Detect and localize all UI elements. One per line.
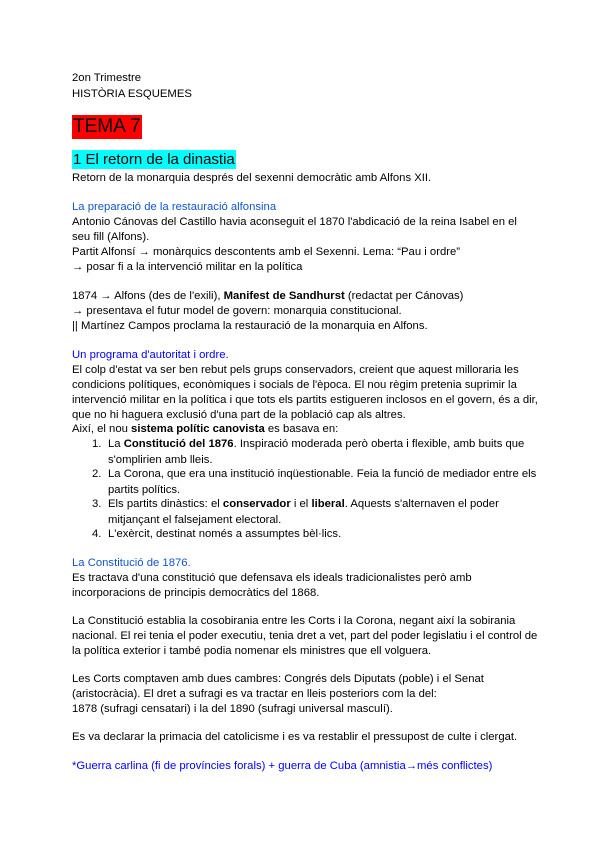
header-subject: HISTÒRIA ESQUEMES [72,88,192,100]
constitucio-p2-line2: nacional. El rei tenia el poder executiu, tenia dret a vet, part del poder legislatiu i el control de [72,630,538,642]
sistema-canovista: sistema polític canovista [131,423,265,435]
constitucio-p3-line1: Les Corts comptaven amb dues cambres: Congrés dels Diputats (poble) i el Senat [72,673,484,685]
list-text-bold: Constitució del 1876 [123,438,234,450]
prep-p2: Partit Alfonsí → monàrquics descontents amb el Sexenni. Lema: “Pau i ordre” [72,246,461,258]
guerra-note: *Guerra carlina (fi de províncies forals) + guerra de Cuba (amnistia→més conflictes) [72,760,493,772]
list-number: 1. [92,438,102,450]
programa-line2: condicions polítiques, econòmiques i socials de l'època. El nou règim pretenia suprimir la [72,379,517,391]
list-text: La Corona, que era una institució inqüestionable. Feia la funció de mediador entre els partits polítics. [108,468,537,496]
list-number: 3. [92,498,102,510]
prep-p5: → presentava el futur model de govern: monarquia constitucional. [72,305,402,317]
list-text [108,496,553,528]
list-text-e: . Aquests s'alternaven el poder mitjançant el falsejament electoral. [108,498,499,526]
partit-conservador: conservador [222,498,291,510]
prep-p3: → posar fi a la intervenció militar en la política [72,261,303,273]
constitucio-p4: Es va declarar la primacia del catolicisme i es va restablir el pressupost de culte i clergat. [72,731,518,743]
constitucio-p3-line2: (aristocràcia). El dret a sufragi es va tractar en lleis posteriors com la del: [72,688,437,700]
list-number: 2. [92,468,102,480]
constitucio-p2-line1: La Constitució establia la cosobirania entre les Corts i la Corona, negant així la sobirania [72,615,516,627]
tema-heading: TEMA 7 [73,116,141,137]
manifest-sandhurst: Manifest de Sandhurst [223,290,345,302]
prep-p4 [72,288,463,304]
list-text-a: La [108,438,124,450]
programa-line1: El colp d'estat va ser ben rebut pels grups conservadors, creient que aquest milloraria les [72,364,519,376]
programa-line5-text: Així, el nou [72,423,132,435]
list-text-a: Els partits dinàstics: el [108,498,223,510]
prep-p6: || Martínez Campos proclama la restauració de la monarquia en Alfons. [72,320,428,332]
programa-line5 [72,421,338,437]
constitucio-p2-line3: la política exterior i també podia nomenar els ministres que ell volguera. [72,645,432,657]
prep-heading: La preparació de la restauració alfonsina [72,201,277,213]
programa-line4: que no hi haguera exclusió d'una part de la població cap als altres. [72,409,406,421]
programa-line3: intervenció militar en la política i que tots els partits estigueren inclosos en el govern, és a dir, [72,394,538,406]
constitucio-p1-line2: incorporacions de principis democràtics del 1868. [72,587,320,599]
programa-line5-tail: es basava en: [264,423,339,435]
prep-p4-text: 1874 → Alfons (des de l'exili), [72,290,224,302]
list-text-c: i el [290,498,312,510]
list-text: L'exèrcit, destinat només a assumptes bèl·lics. [108,528,342,540]
list-text-c: . Inspiració moderada però oberta i flexible, amb buits que s'omplirien amb lleis. [108,438,525,466]
constitucio-p3-line3: 1878 (sufragi censatari) i la del 1890 (sufragi universal masculí). [72,703,393,715]
list-text [108,436,553,468]
partit-liberal: liberal [311,498,345,510]
header-term: 2on Trimestre [72,72,142,84]
prep-p4-tail: (redactat per Cánovas) [344,290,464,302]
section-title: 1 El retorn de la dinastia [73,151,235,168]
constitucio-p1-line1: Es tractava d'una constitució que defensava els ideals tradicionalistes però amb [72,572,472,584]
programa-heading: Un programa d'autoritat i ordre. [72,349,229,361]
prep-p1-line2: seu fill (Alfons). [72,231,150,243]
list-number: 4. [92,528,102,540]
intro-text: Retorn de la monarquia després del sexenni democràtic amb Alfons XII. [72,172,432,184]
prep-p1-line1: Antonio Cánovas del Castillo havia aconseguit el 1870 l'abdicació de la reina Isabel en el [72,216,517,228]
constitucio-heading: La Constitució de 1876. [72,557,191,569]
